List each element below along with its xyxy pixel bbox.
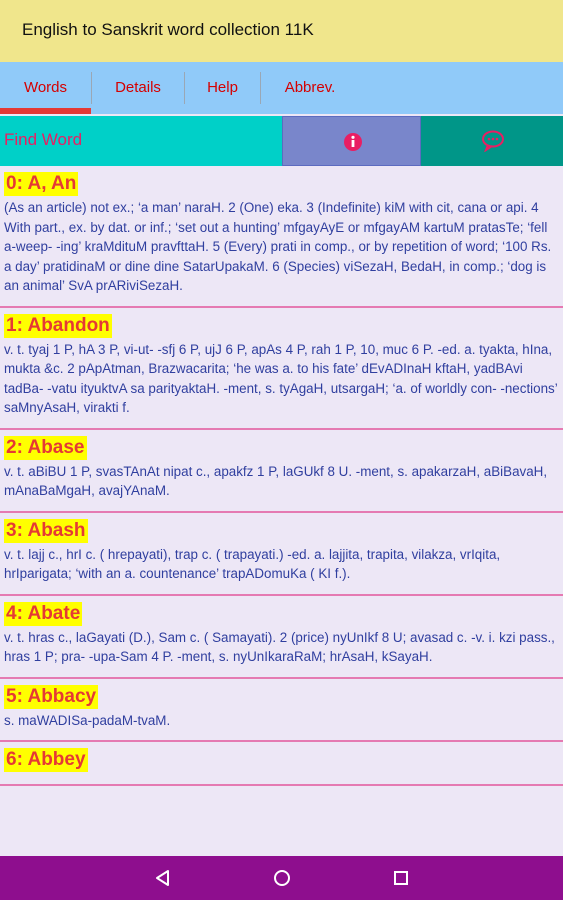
feedback-button[interactable]	[421, 116, 563, 166]
word-definition: v. t. hras c., laGayati (D.), Sam c. ( Samayati). 2 (price) nyUnIkf 8 U; avasad c. -v. i. kzi pass., hras 1 P; pra- -upa-Sam 4 P. -ment, s. nyUnIkaraRaM; hrAsaH, kSayaH.	[4, 629, 555, 664]
title-bar	[0, 0, 563, 62]
word-heading: 0: A, An	[6, 173, 77, 194]
list-item[interactable]	[0, 679, 563, 743]
system-nav-bar	[0, 856, 563, 900]
find-word-label: Find Word	[4, 130, 83, 149]
tab-bar	[0, 62, 563, 114]
list-item[interactable]	[0, 430, 563, 513]
recents-icon[interactable]	[391, 868, 411, 888]
tab-details[interactable]: Details	[115, 79, 161, 96]
tab-help[interactable]: Help	[207, 79, 238, 96]
word-heading: 4: Abate	[6, 602, 81, 624]
info-icon	[343, 132, 363, 152]
back-icon[interactable]	[153, 868, 173, 888]
word-definition: (As an article) not ex.; ‘a man’ naraH. 2 (One) eka. 3 (Indefinite) kiM with cit, cana or api. 4 With part., ex. by dat. or inf.; ‘set out a hunting’ mfgayAyE or mfgayAM kartuM pratasTe; ‘fell a-weep- -ing’ kraMdituM pravfttaH. 5 (Every) prati in comp., or by repetition of word; ‘100 Rs. a day’ pratidinaM or dine dine SatarUpakaM. 6 (Species) viSezaH, BedaH, in comp.; ‘dog is an animal’ SvA prARiviSezaH.	[4, 200, 552, 293]
info-button[interactable]	[282, 116, 421, 166]
word-definition: v. t. aBiBU 1 P, svasTAnAt nipat c., apakfz 1 P, laGUkf 8 U. -ment, s. apakarzaH, aBiBavaH, mAnaBaMgaH, avajYAnaM.	[4, 463, 548, 498]
tab-abbrev[interactable]: Abbrev.	[284, 79, 336, 96]
list-item[interactable]	[0, 513, 563, 596]
list-item[interactable]	[0, 308, 563, 430]
tab-words[interactable]: Words	[0, 62, 91, 114]
word-definition: s. maWADISa-padaM-tvaM.	[4, 712, 171, 728]
chat-bubble-icon	[481, 130, 505, 152]
word-definition: v. t. tyaj 1 P, hA 3 P, vi-ut- -sfj 6 P, ujJ 6 P, apAs 4 P, rah 1 P, 10, muc 6 P. -ed. a. tyakta, hIna, mukta &c. 2 pApAtman, Brazwacarita; ‘he was a. to his fate’ dEvADInaH kftaH, yadBAvi tadBa- -vatu ityuktvA sa parityaktaH. -ment, s. tyAgaH, utsargaH; ‘a. of worldly con- -nections’ saMnyAsaH, virakti f.	[4, 341, 558, 415]
word-heading: 6: Abbey	[6, 749, 86, 770]
word-definition: v. t. lajj c., hrI c. ( hrepayati), trap c. ( trapayati.) -ed. a. lajjita, trapita, vilakza, vrIqita, hrIparigata; ‘with an a. countenance’ trapADomuKa ( KI f.).	[4, 546, 501, 581]
word-heading: 1: Abandon	[6, 314, 110, 336]
app-title: English to Sanskrit word collection 11K	[22, 20, 314, 39]
list-item[interactable]	[0, 166, 563, 308]
home-icon[interactable]	[272, 868, 292, 888]
list-item[interactable]	[0, 742, 563, 786]
word-heading: 2: Abase	[6, 436, 85, 458]
word-heading: 3: Abash	[6, 519, 86, 541]
list-item[interactable]	[0, 596, 563, 679]
word-list[interactable]	[0, 166, 563, 856]
word-heading: 5: Abbacy	[6, 685, 97, 707]
